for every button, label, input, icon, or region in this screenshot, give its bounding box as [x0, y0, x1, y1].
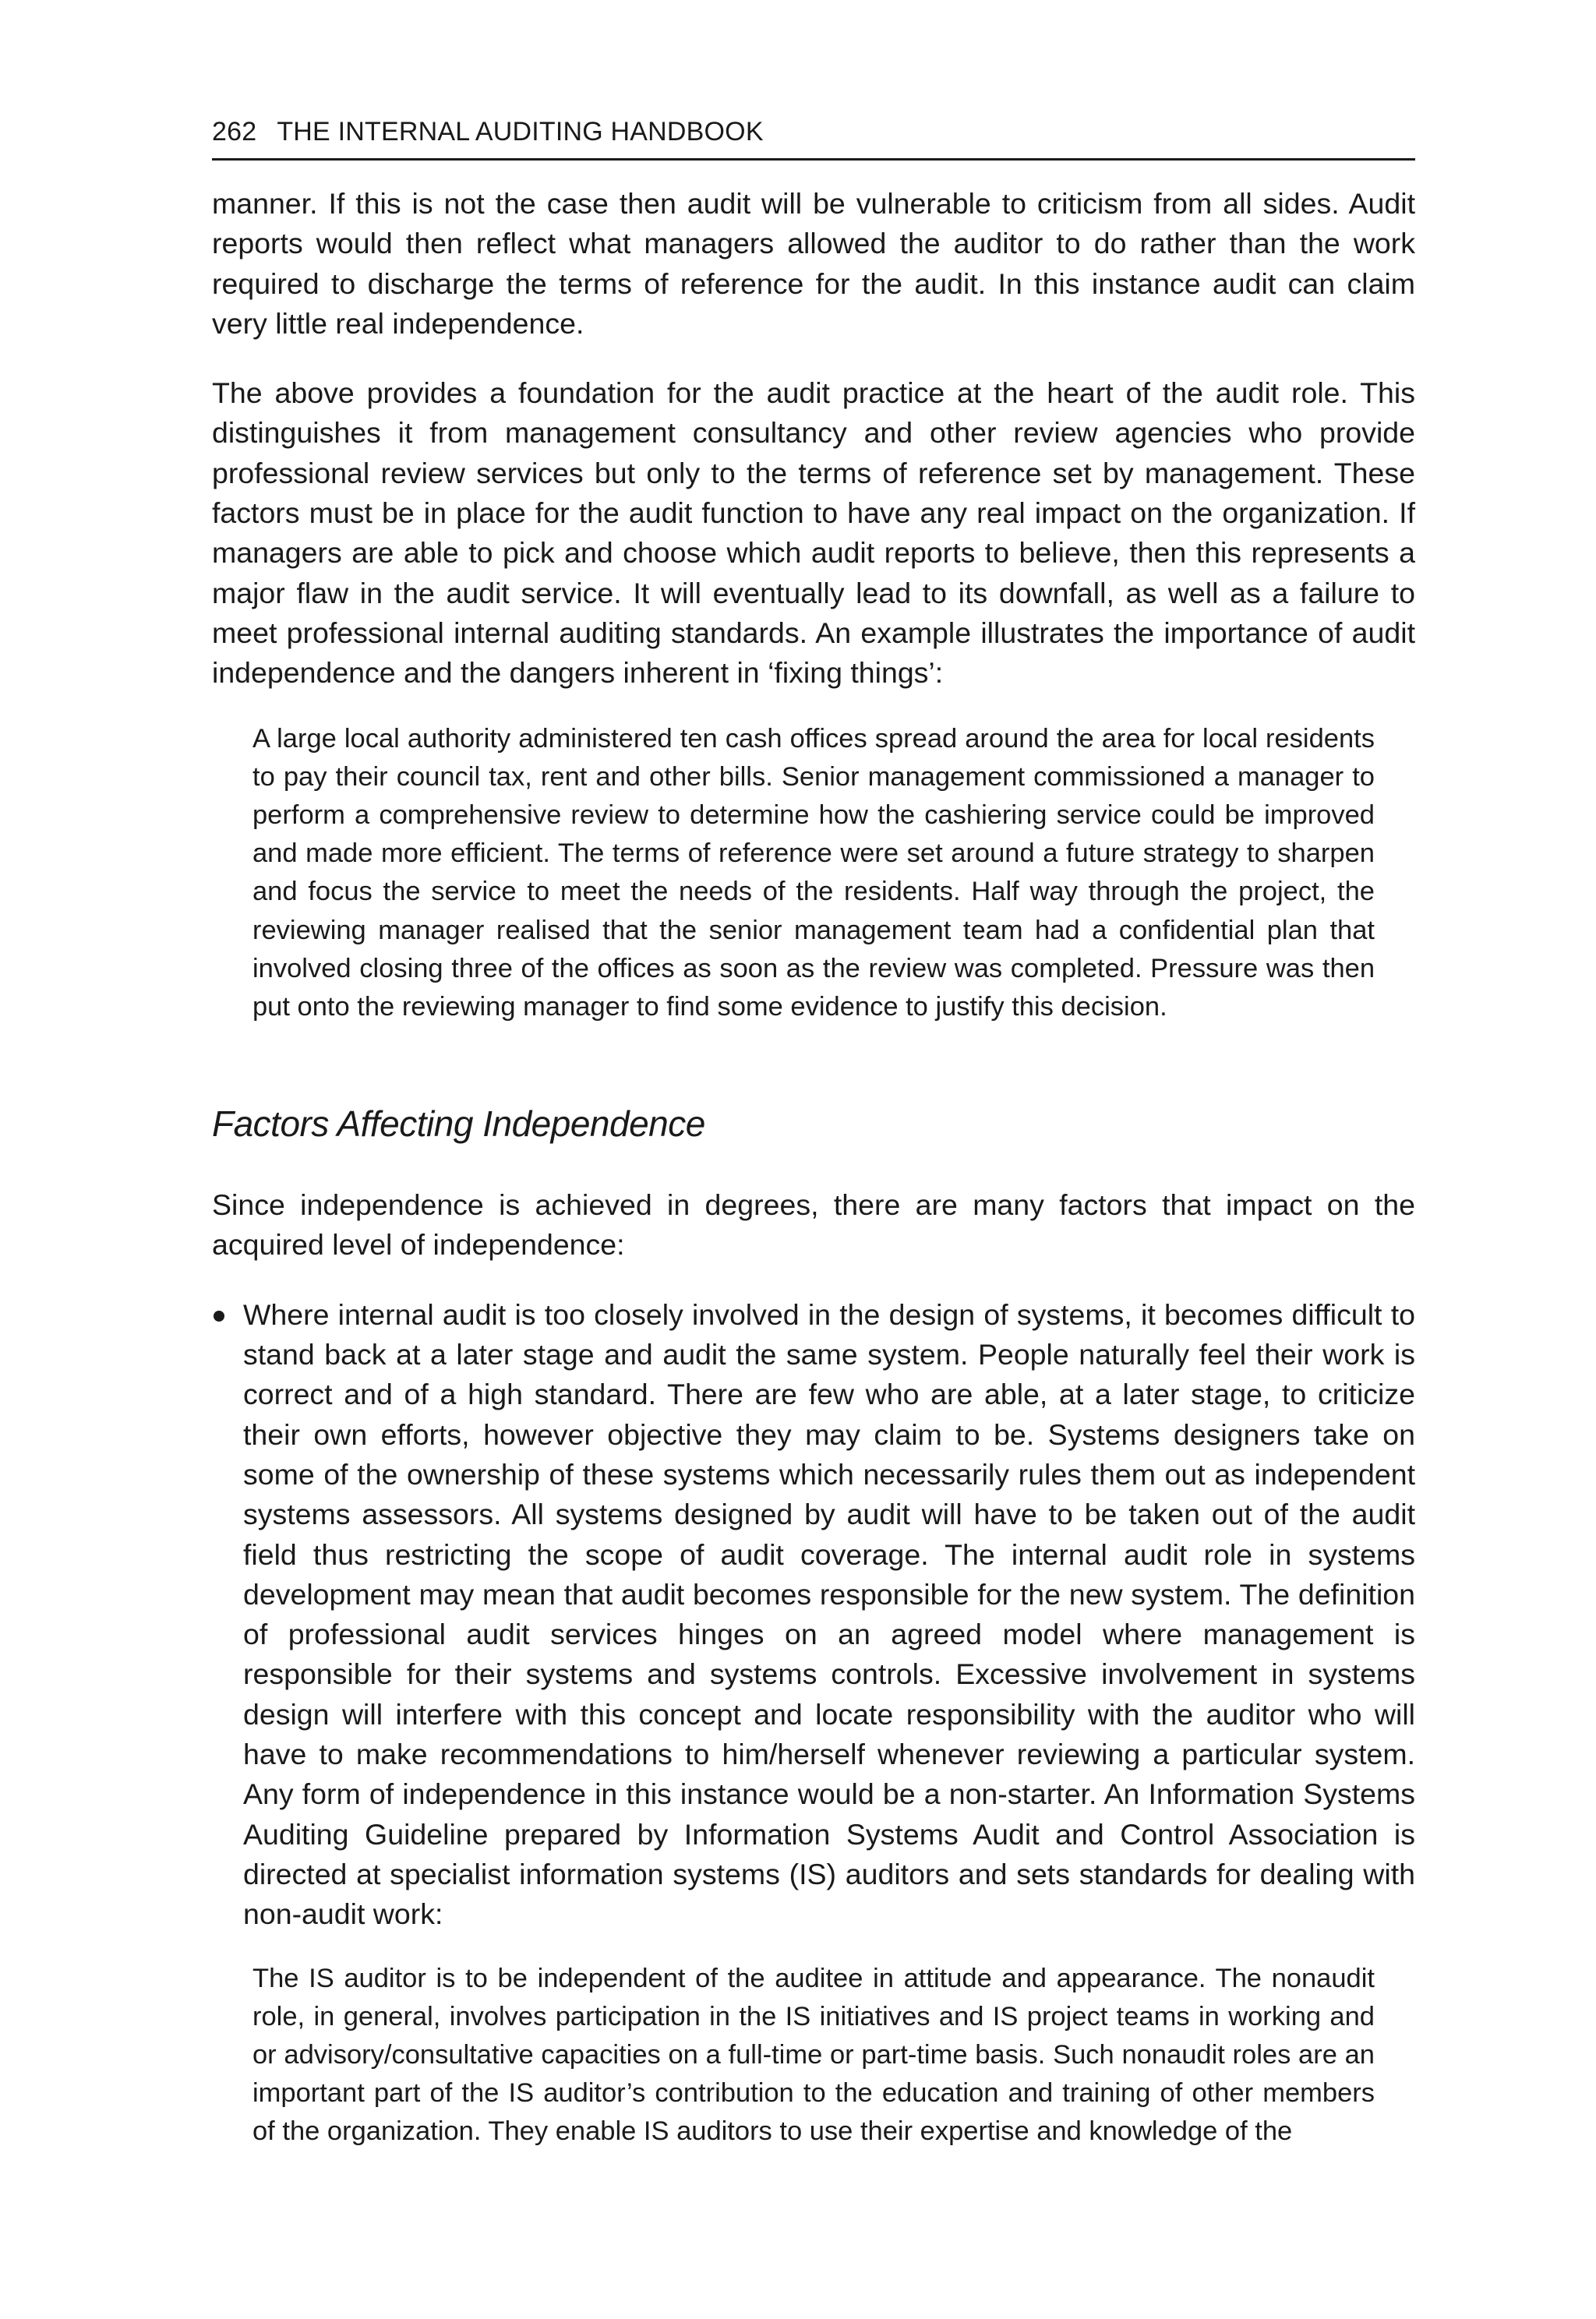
book-title: THE INTERNAL AUDITING HANDBOOK — [277, 117, 764, 146]
bullet-icon — [214, 1311, 224, 1322]
running-header — [212, 117, 1415, 161]
factors-list — [212, 1295, 1415, 1935]
isaca-guideline-extract: The IS auditor is to be independent of the auditee in attitude and appearance. The nonaudit role, in general, involves participation in the IS initiatives and IS project teams in working and or advisory/consultative capacities on a full-time or part-time basis. Such nonaudit roles are an important part of the IS auditor’s contribution to the education and training of other members of the organization. They enable IS auditors to use their expertise and knowledge of the — [252, 1963, 1375, 2147]
paragraph-degrees: Since independence is achieved in degrees, there are many factors that impact on the acquired level of independence: — [212, 1188, 1415, 1262]
section-heading: Factors Affecting Independence — [212, 1103, 705, 1145]
paragraph-manner: manner. If this is not the case then audit will be vulnerable to criticism from all sides. Audit reports would then reflect what managers allowed the auditor to do rather than the work required to discharge the terms of reference for the audit. In this instance audit can claim very little real independence. — [212, 187, 1415, 340]
book-page — [212, 117, 1415, 2151]
list-item-text: Where internal audit is too closely involved in the design of systems, it becomes difficult to stand back at a later stage and audit the same system. People naturally feel their work is correct and of a high standard. There are few who are able, at a later stage, to criticize their own efforts, however objective they may claim to be. Systems designers take on some of the ownership of these systems which necessarily rules them out as independent systems assessors. All systems designed by audit will have to be taken out of the audit field thus restricting the scope of audit coverage. The internal audit role in systems development may mean that audit becomes responsible for the new system. The definition of professional audit services hinges on an agreed model where management is responsible for their systems and systems controls. Excessive involvement in systems design will interfere with this concept and locate responsibility with the auditor who will have to make recommendations to him/herself whenever reviewing a particular system. Any form of independence in this instance would be a non-starter. An Information Systems Auditing Guideline prepared by Information Systems Audit and Control Association is directed at specialist information systems (IS) auditors and sets standards for dealing with non-audit work: — [243, 1297, 1415, 1931]
paragraph-foundation: The above provides a foundation for the audit practice at the heart of the audit role. This distinguishes it from management consultancy and other review agencies who provide professional review services but only to the terms of reference set by management. These factors must be in place for the audit function to have any real impact on the organization. If managers are able to pick and choose which audit reports to believe, then this represents a major flaw in the audit service. It will eventually lead to its downfall, as well as a failure to meet professional internal auditing standards. An example illustrates the importance of audit independence and the dangers inherent in ‘fixing things’: — [212, 376, 1415, 690]
example-extract-cash-offices: A large local authority administered ten cash offices spread around the area for local residents to pay their council tax, rent and other bills. Senior management commissioned a manager to perform a comprehensive review to determine how the cashiering service could be improved and made more efficient. The terms of reference were set around a future strategy to sharpen and focus the service to meet the needs of the residents. Half way through the project, the reviewing manager realised that the senior management team had a confidential plan that involved closing three of the offices as soon as the review was completed. Pressure was then put onto the reviewing manager to find some evidence to justify this decision. — [252, 723, 1375, 1022]
list-item — [212, 1295, 1415, 1935]
page-number: 262 — [212, 117, 257, 146]
